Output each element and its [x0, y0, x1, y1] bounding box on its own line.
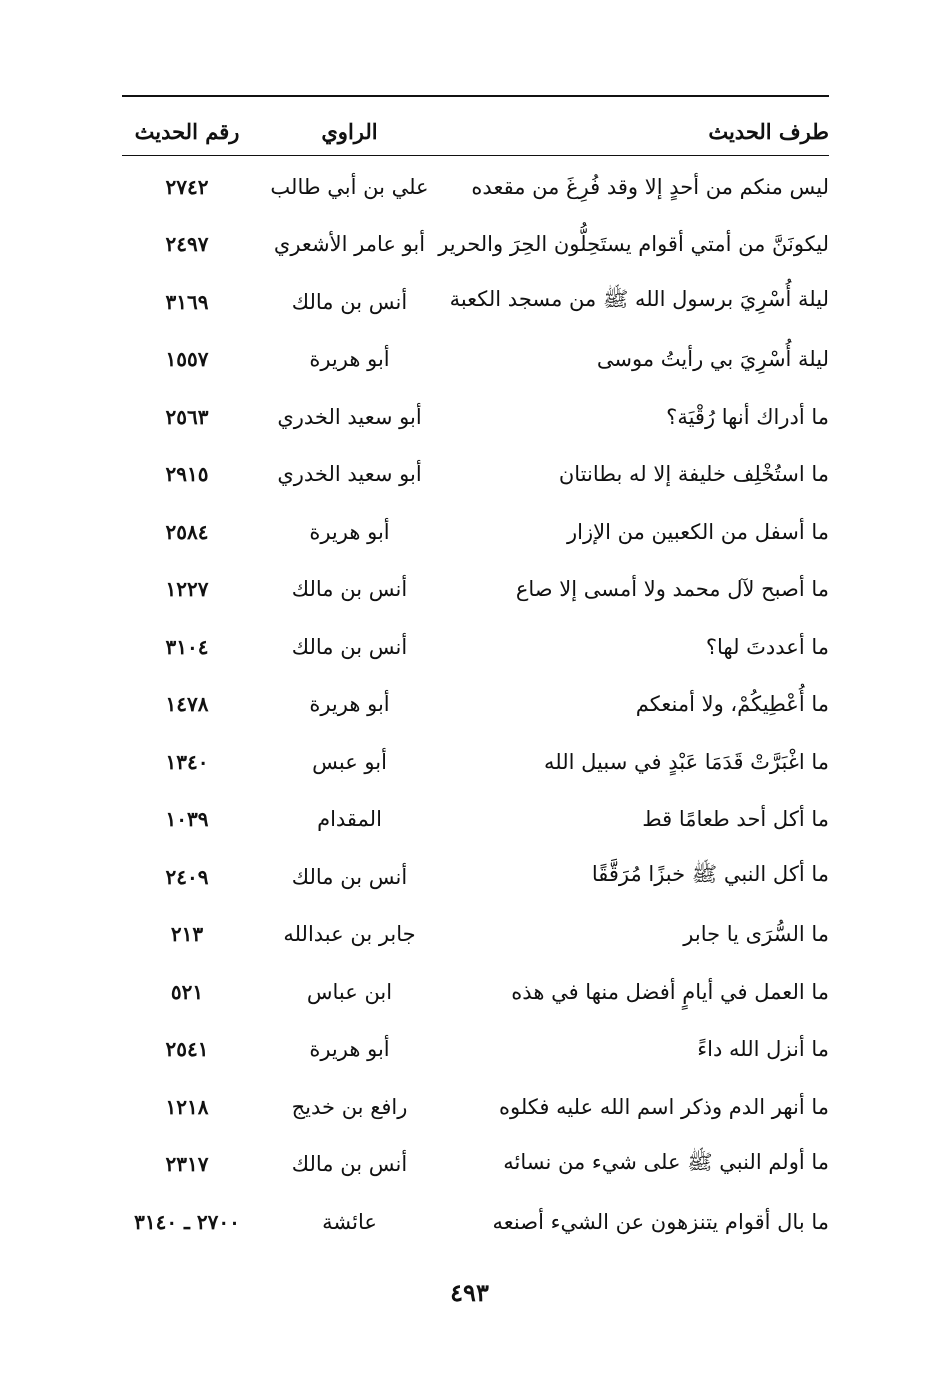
- narrator: أنس بن مالك: [291, 289, 408, 314]
- hadith-text: ما أُعْطِيكُمْ، ولا أمنعكم: [635, 692, 829, 717]
- table-row: [122, 791, 829, 849]
- table-row: [122, 1021, 829, 1079]
- hadith-number: ٥٢١: [170, 979, 204, 1004]
- hadith-number: ١٣٤٠: [165, 749, 209, 774]
- narrator: أبو هريرة: [309, 692, 390, 717]
- hadith-number: ٢٥٦٣: [165, 404, 209, 429]
- hadith-text: ما أسفل من الكعبين من الإزار: [567, 519, 829, 544]
- hadith-text: ما أصبح لآل محمد ولا أمسى إلا صاع: [515, 577, 829, 602]
- narrator: عائشة: [322, 1209, 377, 1234]
- narrator: علي بن أبي طالب: [270, 174, 429, 199]
- narrator: أنس بن مالك: [291, 634, 408, 659]
- narrator: أبو عبس: [312, 749, 387, 774]
- hadith-number: ٢٧٤٢: [165, 174, 209, 199]
- hadith-text: ليس منكم من أحدٍ إلا وقد فُرِغَ من مقعده: [471, 174, 829, 199]
- table-row: [122, 331, 829, 389]
- header-hadith: طرف الحديث: [708, 118, 829, 144]
- narrator: أبو هريرة: [309, 519, 390, 544]
- hadith-text: ما بال أقوام يتنزهون عن الشيء أصنعه: [492, 1209, 829, 1234]
- narrator: جابر بن عبدالله: [283, 922, 416, 947]
- hadith-number: ٢٤٠٩: [165, 864, 209, 889]
- table-row: [122, 216, 829, 274]
- narrator: أبو عامر الأشعري: [273, 232, 426, 257]
- narrator: أبو هريرة: [309, 1037, 390, 1062]
- narrator: أبو سعيد الخدري: [277, 404, 422, 429]
- hadith-text: ما اغْبَرَّتْ قَدَمَا عَبْدٍ في سبيل الله: [544, 749, 829, 774]
- narrator: المقدام: [317, 807, 382, 832]
- hadith-number: ١٢٢٧: [165, 577, 209, 602]
- table-row: [122, 733, 829, 791]
- hadith-number: ١٤٧٨: [165, 692, 209, 717]
- hadith-text: ما السُّرَى يا جابر: [683, 922, 829, 947]
- hadith-number: ٢٥٤١: [165, 1037, 209, 1062]
- hadith-number: ١٠٣٩: [165, 807, 209, 832]
- hadith-number: ١٢١٨: [165, 1094, 209, 1119]
- header-narrator: الراوي: [321, 118, 378, 144]
- narrator: ابن عباس: [306, 979, 393, 1004]
- table-row: [122, 618, 829, 676]
- table-row: [122, 503, 829, 561]
- narrator: أنس بن مالك: [291, 577, 408, 602]
- table-row: [122, 676, 829, 734]
- header-number: رقم الحديث: [134, 118, 240, 144]
- narrator: أبو هريرة: [309, 347, 390, 372]
- header-rule: [122, 155, 829, 156]
- narrator: أنس بن مالك: [291, 1152, 408, 1177]
- hadith-text: ليلة أُسْرِيَ بي رأيتُ موسى: [596, 347, 829, 372]
- hadith-number: ٣١٠٤: [165, 634, 209, 659]
- hadith-text: ما أعددتَ لها؟: [705, 634, 829, 659]
- table-row: [122, 561, 829, 619]
- hadith-text: ليكونَنَّ من أمتي أقوام يستَحِلُّون الحِرَ والحرير: [438, 232, 829, 257]
- narrator: أبو سعيد الخدري: [277, 462, 422, 487]
- hadith-text: ليلة أُسْرِيَ برسول الله ﷺ من مسجد الكعبة: [449, 287, 829, 312]
- table-body: [122, 158, 829, 1251]
- hadith-number: ٣١٦٩: [165, 289, 209, 314]
- table-row: [122, 273, 829, 331]
- narrator: أنس بن مالك: [291, 864, 408, 889]
- table-row: [122, 1136, 829, 1194]
- hadith-text: ما أدراك أنها رُقْيَة؟: [666, 404, 829, 429]
- hadith-text: ما أولم النبي ﷺ على شيء من نسائه: [503, 1149, 829, 1174]
- hadith-number: ٢٤٩٧: [165, 232, 209, 257]
- table-row: [122, 1078, 829, 1136]
- hadith-number: ٢٥٨٤: [165, 519, 209, 544]
- table-row: [122, 446, 829, 504]
- table-header: [122, 111, 829, 151]
- hadith-text: ما أكل النبي ﷺ خبزًا مُرَقَّقًا: [591, 862, 829, 887]
- hadith-number: ٢١٣: [170, 922, 204, 947]
- hadith-text: ما أنزل الله داءً: [697, 1037, 829, 1062]
- table-row: [122, 906, 829, 964]
- narrator: رافع بن خديج: [291, 1094, 408, 1119]
- hadith-text: ما العمل في أيامٍ أفضل منها في هذه: [511, 979, 829, 1004]
- hadith-text: ما أنهر الدم وذكر اسم الله عليه فكلوه: [498, 1094, 829, 1119]
- table-row: [122, 963, 829, 1021]
- top-rule: [122, 95, 829, 97]
- table-row: [122, 158, 829, 216]
- hadith-number: ٢٩١٥: [165, 462, 209, 487]
- hadith-number: ٢٣١٧: [165, 1152, 209, 1177]
- table-row: [122, 1193, 829, 1251]
- hadith-number: ١٥٥٧: [165, 347, 209, 372]
- hadith-text: ما أكل أحد طعامًا قط: [642, 807, 829, 832]
- hadith-number: ٢٧٠٠ ـ ٣١٤٠: [134, 1209, 240, 1234]
- table-row: [122, 388, 829, 446]
- page-number: ٤٩٣: [450, 1278, 489, 1307]
- table-row: [122, 848, 829, 906]
- hadith-text: ما استُخْلِف خليفة إلا له بطانتان: [558, 462, 829, 487]
